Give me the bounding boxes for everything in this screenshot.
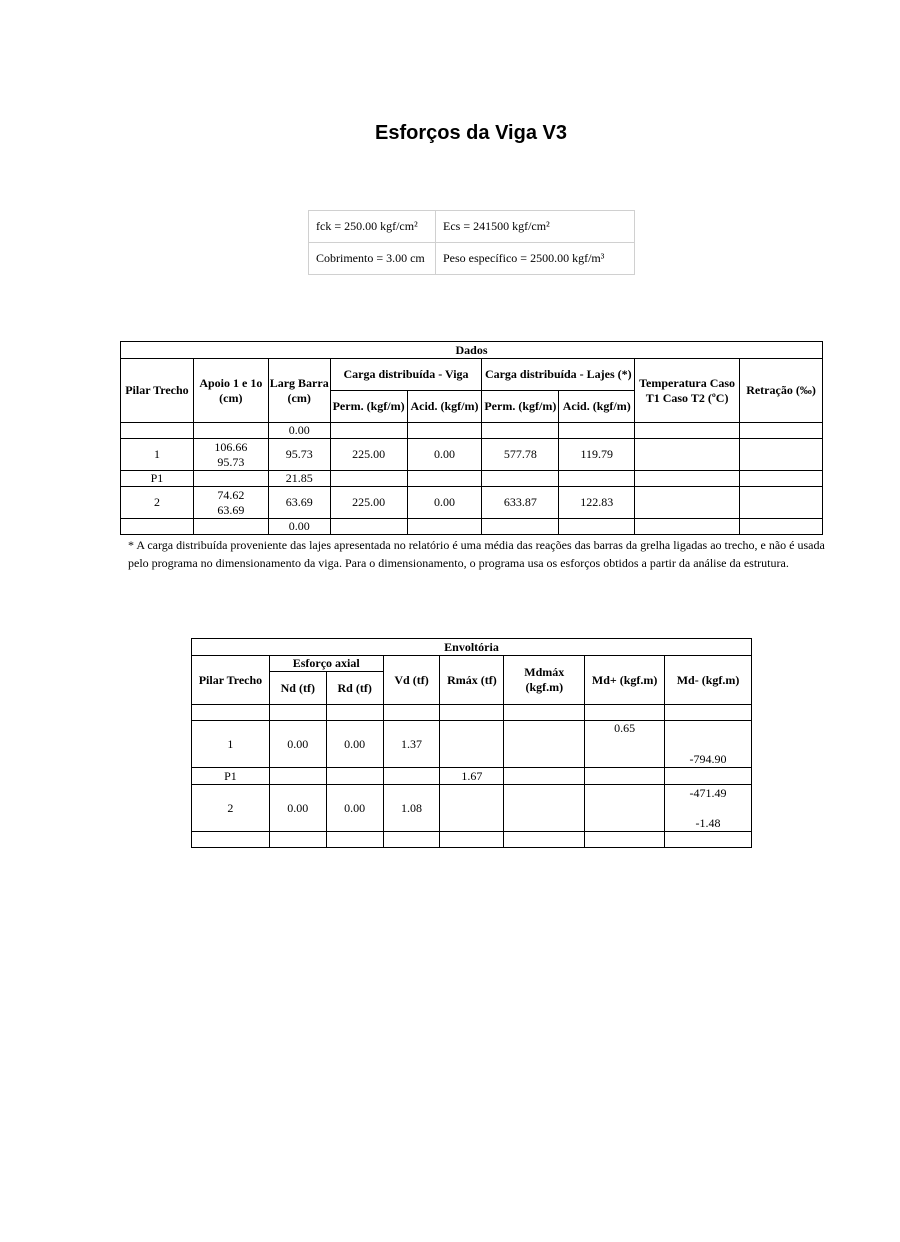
header-vd: Vd (tf) xyxy=(383,656,440,705)
table-row xyxy=(121,519,823,535)
rd-value: 0.00 xyxy=(326,785,383,832)
apoio-value-b: 63.69 xyxy=(217,502,245,517)
perm-lajes-value: 633.87 xyxy=(482,487,559,519)
header-nd: Nd (tf) xyxy=(269,672,326,705)
acid-lajes-value: 119.79 xyxy=(559,439,635,471)
header-perm-lajes: Perm. (kgf/m) xyxy=(482,391,559,423)
nd-value: 0.00 xyxy=(269,721,326,768)
perm-viga-value: 225.00 xyxy=(330,439,407,471)
pilar-value: 2 xyxy=(121,487,194,519)
md-neg-cell xyxy=(665,785,752,832)
perm-lajes-value: 577.78 xyxy=(482,439,559,471)
pilar-value: P1 xyxy=(192,768,270,785)
fck-value: fck = 250.00 kgf/cm² xyxy=(309,211,436,243)
material-properties-table xyxy=(308,210,635,275)
header-larg-barra: Larg Barra (cm) xyxy=(268,359,330,423)
apoio-value xyxy=(193,439,268,471)
perm-viga-value: 225.00 xyxy=(330,487,407,519)
header-acid-lajes: Acid. (kgf/m) xyxy=(559,391,635,423)
table-row xyxy=(121,423,823,439)
apoio-value xyxy=(193,487,268,519)
table-row xyxy=(121,487,823,519)
pilar-value: P1 xyxy=(121,471,194,487)
larg-value: 95.73 xyxy=(268,439,330,471)
acid-viga-value: 0.00 xyxy=(407,439,482,471)
table-row xyxy=(121,439,823,471)
ecs-value: Ecs = 241500 kgf/cm² xyxy=(436,211,635,243)
rmax-value: 1.67 xyxy=(440,768,504,785)
larg-value: 0.00 xyxy=(268,519,330,535)
header-retracao: Retração (‰) xyxy=(740,359,823,423)
md-neg-value-a: -471.49 xyxy=(689,785,727,800)
header-apoio: Apoio 1 e 1o (cm) xyxy=(193,359,268,423)
table-row xyxy=(121,471,823,487)
header-rd: Rd (tf) xyxy=(326,672,383,705)
header-pilar-trecho: Pilar Trecho xyxy=(192,656,270,705)
larg-value: 0.00 xyxy=(268,423,330,439)
header-carga-lajes: Carga distribuída - Lajes (*) xyxy=(482,359,635,391)
acid-lajes-value: 122.83 xyxy=(559,487,635,519)
table-row xyxy=(192,705,752,721)
dados-table xyxy=(120,341,823,535)
header-mdmax: Mdmáx (kgf.m) xyxy=(504,656,585,705)
envoltoria-title: Envoltória xyxy=(192,639,752,656)
md-neg-value: -794.90 xyxy=(665,721,752,768)
header-acid-viga: Acid. (kgf/m) xyxy=(407,391,482,423)
header-esforco-axial: Esforço axial xyxy=(269,656,383,672)
page-title: Esforços da Viga V3 xyxy=(375,122,567,144)
larg-value: 63.69 xyxy=(268,487,330,519)
header-md-neg: Md- (kgf.m) xyxy=(665,656,752,705)
footnote xyxy=(128,536,828,572)
md-neg-value-b: -1.48 xyxy=(695,815,721,830)
pilar-value: 1 xyxy=(121,439,194,471)
header-temperatura: Temperatura Caso T1 Caso T2 (ºC) xyxy=(635,359,740,423)
cobrimento-value: Cobrimento = 3.00 cm xyxy=(309,243,436,275)
header-carga-viga: Carga distribuída - Viga xyxy=(330,359,482,391)
dados-title: Dados xyxy=(121,342,823,359)
vd-value: 1.08 xyxy=(383,785,440,832)
header-md-pos: Md+ (kgf.m) xyxy=(585,656,665,705)
apoio-value-a: 106.66 xyxy=(214,439,248,454)
nd-value: 0.00 xyxy=(269,785,326,832)
header-perm-viga: Perm. (kgf/m) xyxy=(330,391,407,423)
acid-viga-value: 0.00 xyxy=(407,487,482,519)
larg-value: 21.85 xyxy=(268,471,330,487)
envoltoria-table xyxy=(191,638,752,848)
header-rmax: Rmáx (tf) xyxy=(440,656,504,705)
footnote-text: * A carga distribuída proveniente das lajes apresentada no relatório é uma média das reações das barras da grelha ligadas ao trecho, e não é usada pelo programa no dimensionamento da viga. Para o dimensionamento, o programa usa os esforços obtidos a partir da análise da estrutura. xyxy=(128,538,825,570)
rd-value: 0.00 xyxy=(326,721,383,768)
vd-value: 1.37 xyxy=(383,721,440,768)
table-row xyxy=(192,721,752,768)
table-row xyxy=(192,832,752,848)
apoio-value-b: 95.73 xyxy=(217,454,245,469)
table-row xyxy=(192,768,752,785)
table-row xyxy=(192,785,752,832)
peso-especifico-value: Peso específico = 2500.00 kgf/m³ xyxy=(436,243,635,275)
md-pos-value: 0.65 xyxy=(585,721,665,768)
header-pilar-trecho: Pilar Trecho xyxy=(121,359,194,423)
pilar-value: 1 xyxy=(192,721,270,768)
apoio-value-a: 74.62 xyxy=(217,487,245,502)
pilar-value: 2 xyxy=(192,785,270,832)
